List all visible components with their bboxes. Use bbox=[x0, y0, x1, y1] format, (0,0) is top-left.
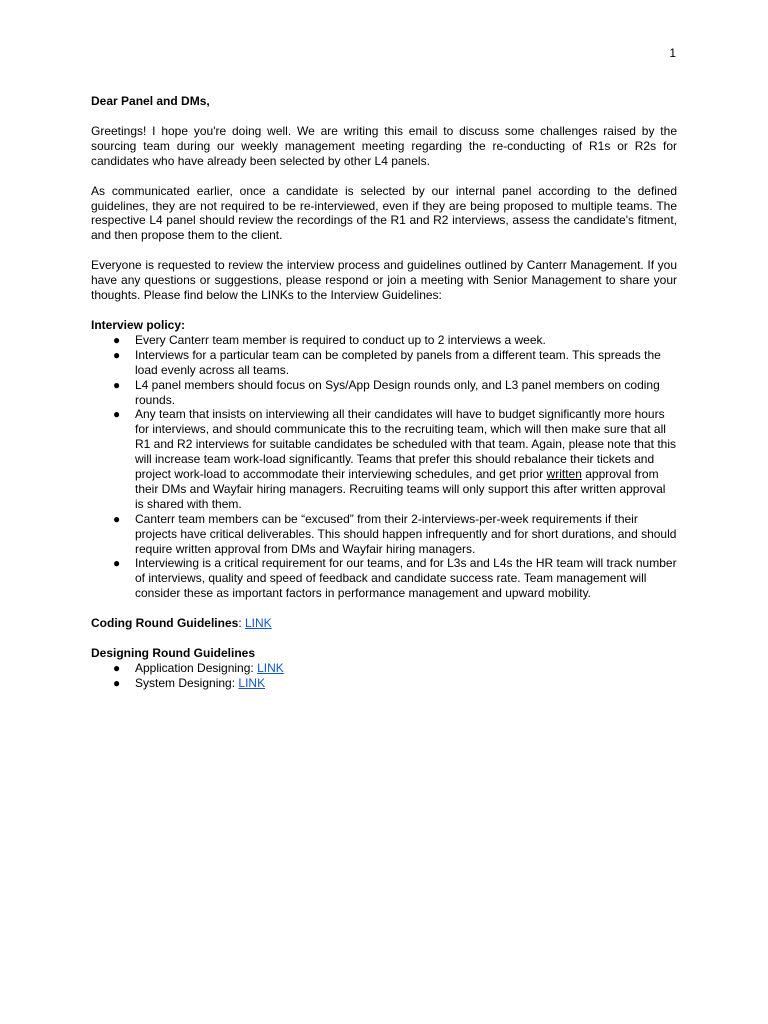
coding-guidelines-heading: Coding Round Guidelines bbox=[91, 616, 239, 631]
paragraph-review-request: Everyone is requested to review the interview process and guidelines outlined by Canterr Management. If you have any questions or suggestions, please respond or join a meeting with Senior Management to share your thoughts. Please find below the LINKs to the Interview Guidelines: bbox=[91, 258, 677, 303]
paragraph-selection: As communicated earlier, once a candidate is selected by our internal panel according to the defined guidelines, they are not required to be re-interviewed, even if they are being proposed to multiple teams. The respective L4 panel should review the recordings of the R1 and R2 interviews, assess the candidate's fitment, and then propose them to the client. bbox=[91, 183, 677, 243]
bullet-icon: ● bbox=[113, 511, 121, 526]
list-item bbox=[91, 348, 677, 378]
email-body bbox=[91, 94, 677, 691]
paragraph-intro: Greetings! I hope you're doing well. We are writing this email to discuss some challenges raised by the sourcing team during our weekly management meeting regarding the re-conducting of R1s or R2s for candidates who have already been selected by other L4 panels. bbox=[91, 123, 677, 168]
list-item-text: Canterr team members can be “excused” from their 2-interviews-per-week requirements if their projects have critical deliverables. This should happen infrequently and for short durations, and should require written approval from DMs and Wayfair hiring managers. bbox=[135, 511, 677, 556]
interview-policy-list bbox=[91, 333, 677, 601]
list-item bbox=[91, 407, 677, 511]
list-item-text: Interviewing is a critical requirement for our teams, and for L3s and L4s the HR team will track number of interviews, quality and speed of feedback and candidate success rate. Team management will consider these as important factors in performance management and upward mobility. bbox=[135, 556, 677, 601]
list-item-text bbox=[135, 407, 676, 510]
bullet-icon: ● bbox=[113, 661, 121, 675]
list-item-text-part: Any team that insists on interviewing all their candidates will have to budget significantly more hours for interviews, and should communicate this to the recruiting team, which will then make sure that all R1 and R2 interviews for suitable candidates be scheduled with that team. Again, please note that this will increase team work-load significantly. Teams that prefer this should rebalance their tickets and project work-load to accommodate their interviewing schedules, and get prior bbox=[135, 407, 676, 482]
list-item-text: L4 panel members should focus on Sys/App Design rounds only, and L3 panel members on coding rounds. bbox=[135, 377, 660, 407]
bullet-icon: ● bbox=[113, 556, 121, 571]
system-designing-link[interactable]: LINK bbox=[238, 675, 266, 690]
salutation: Dear Panel and DMs, bbox=[91, 94, 210, 108]
page-number: 1 bbox=[669, 46, 676, 60]
list-item bbox=[91, 333, 677, 348]
coding-guidelines-link[interactable]: LINK bbox=[245, 616, 272, 631]
list-item bbox=[91, 676, 677, 691]
list-item-text: Every Canterr team member is required to conduct up to 2 interviews a week. bbox=[135, 332, 546, 347]
list-item bbox=[91, 378, 677, 408]
coding-guidelines bbox=[91, 616, 677, 631]
list-item bbox=[91, 556, 677, 601]
system-designing-label: System Designing: bbox=[135, 675, 239, 690]
interview-policy-heading: Interview policy: bbox=[91, 317, 186, 332]
designing-guidelines-heading: Designing Round Guidelines bbox=[91, 646, 256, 661]
application-designing-label: Application Designing: bbox=[135, 661, 258, 675]
list-item-text: Interviews for a particular team can be completed by panels from a different team. This spreads the load evenly across all teams. bbox=[135, 347, 661, 377]
list-item bbox=[91, 512, 677, 557]
list-item-text-part: approval from their DMs and Wayfair hiring managers. Recruiting teams will only support this after written approval is shared with them. bbox=[135, 467, 666, 511]
designing-guidelines-list bbox=[91, 661, 677, 691]
bullet-icon: ● bbox=[113, 407, 121, 422]
application-designing-link[interactable]: LINK bbox=[257, 661, 284, 675]
list-item bbox=[91, 661, 677, 676]
written-emphasis: written bbox=[546, 467, 582, 482]
bullet-icon: ● bbox=[113, 675, 121, 690]
bullet-icon: ● bbox=[113, 332, 121, 347]
coding-separator: : bbox=[238, 616, 245, 631]
bullet-icon: ● bbox=[113, 377, 121, 392]
bullet-icon: ● bbox=[113, 347, 121, 362]
